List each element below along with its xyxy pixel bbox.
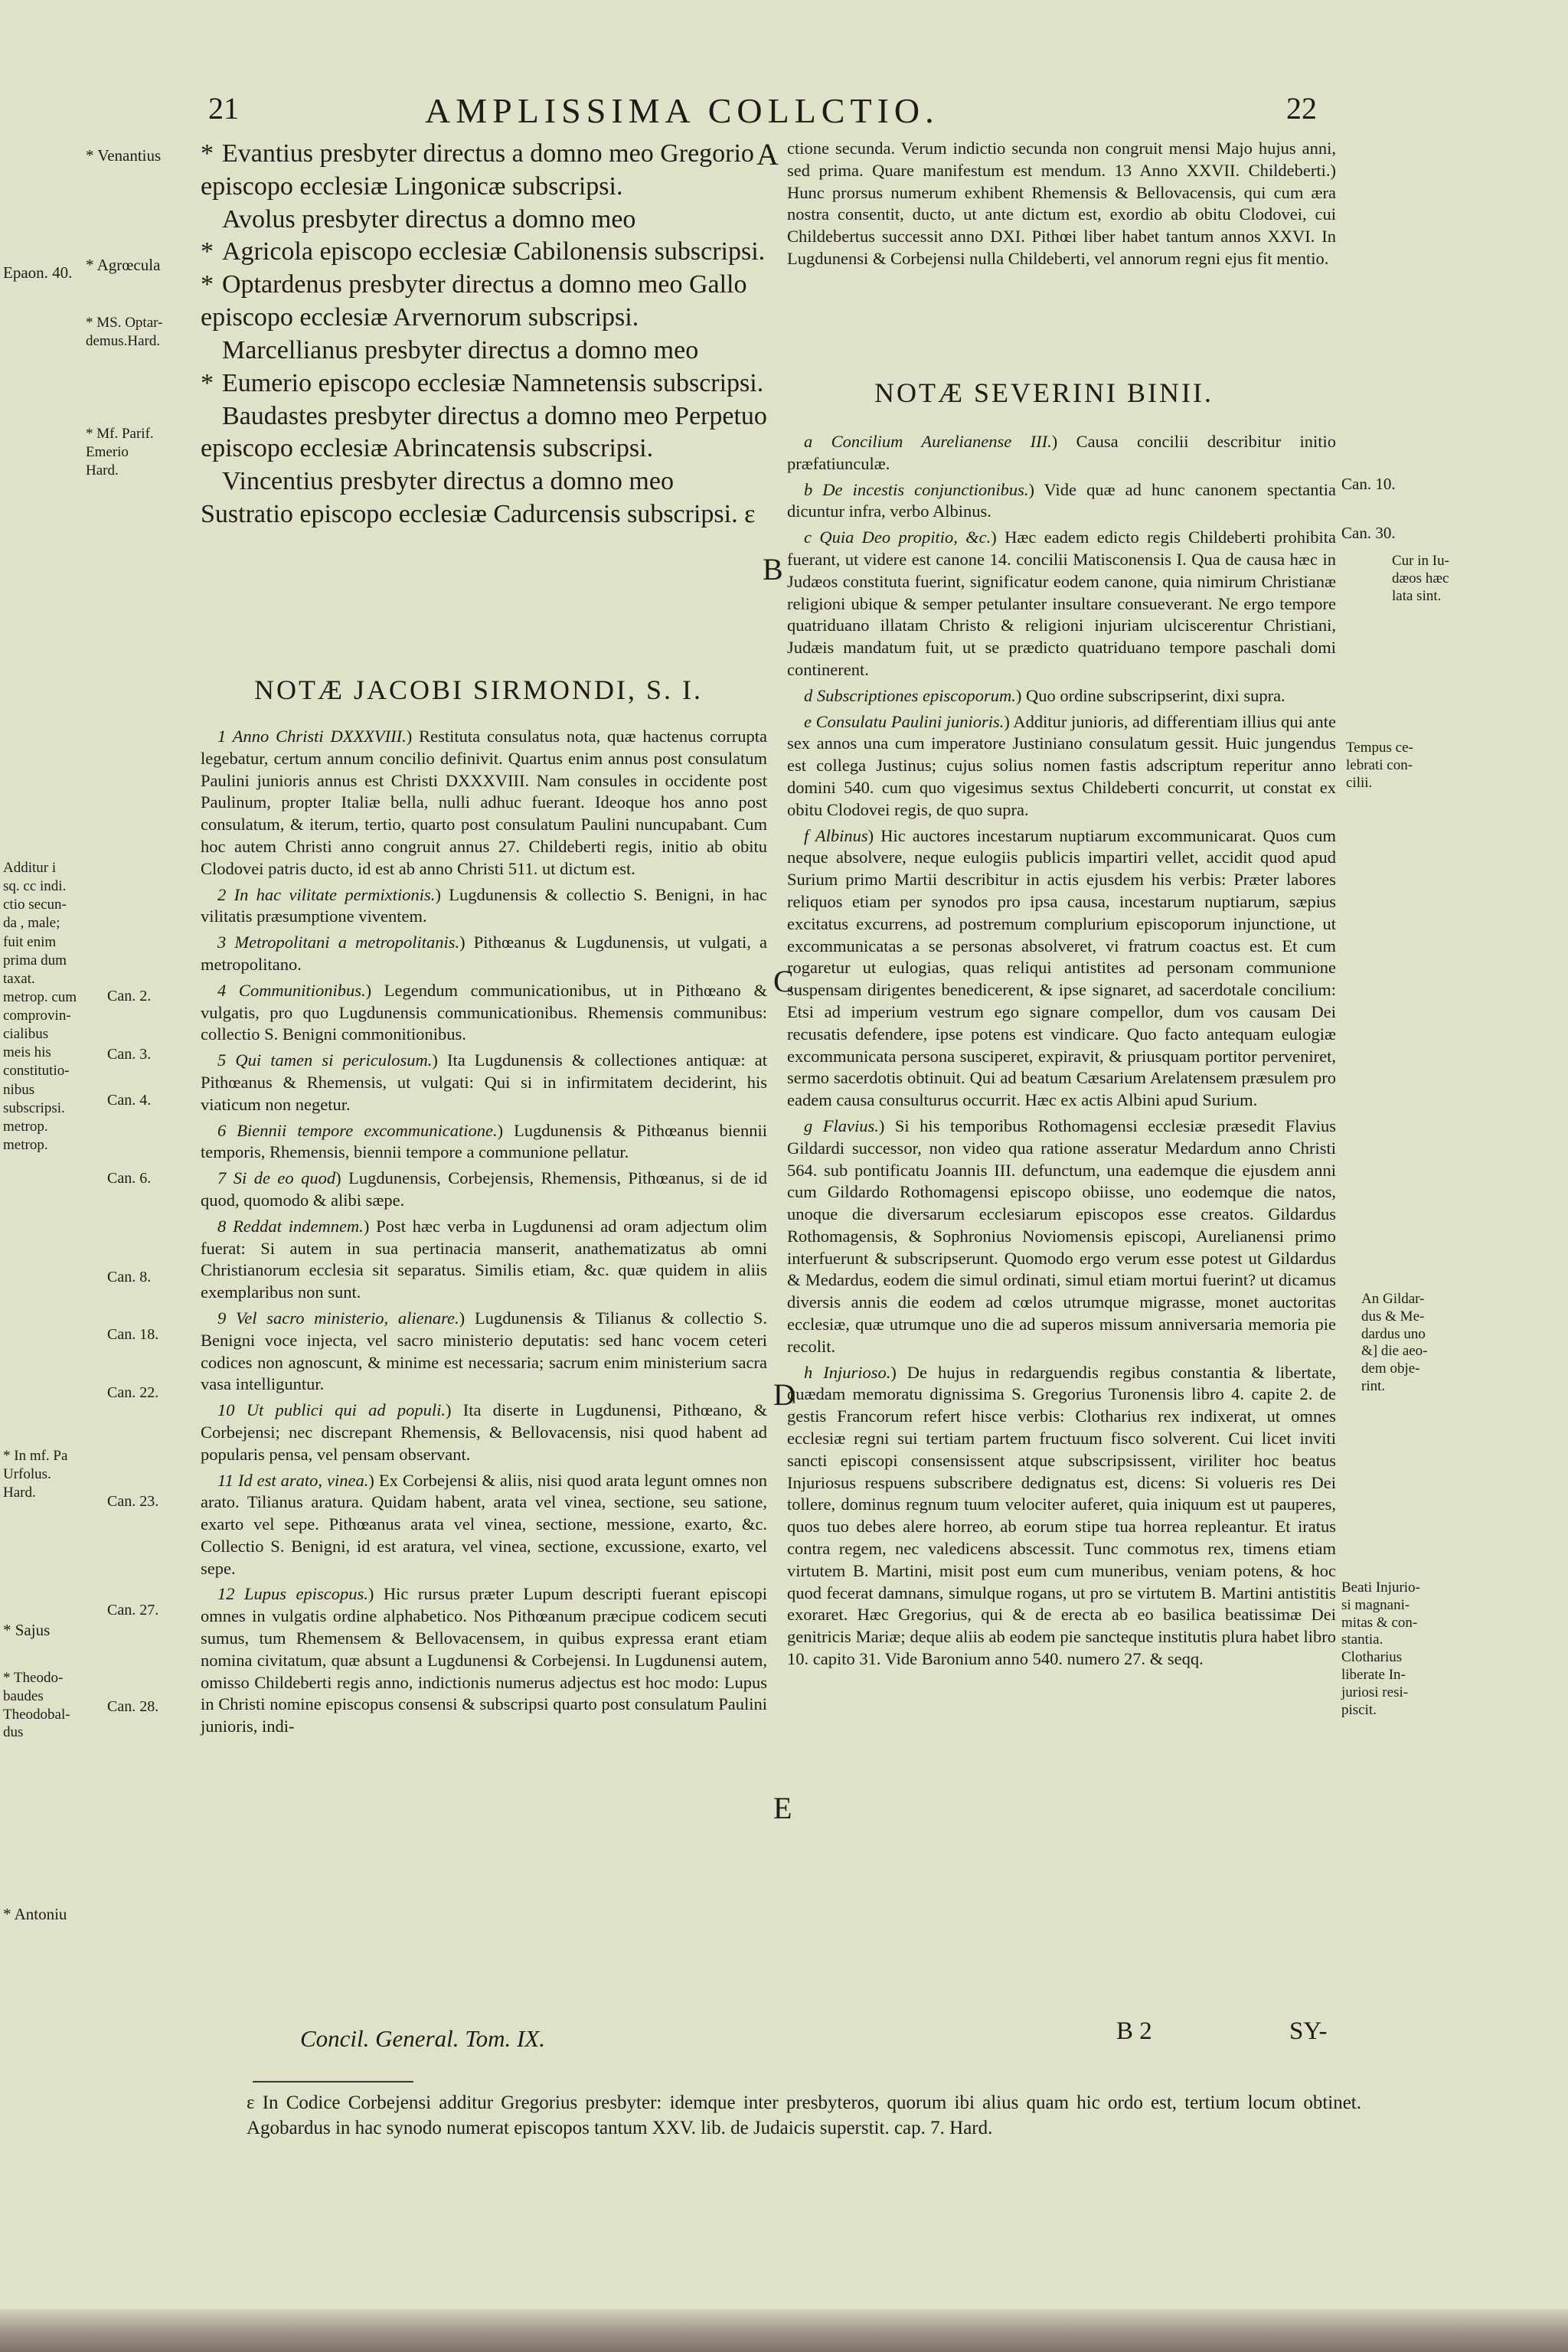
- note-entry: [201, 932, 767, 976]
- note-reference: c Quia Deo propitio, &c.: [804, 528, 991, 547]
- subscription-list: [201, 138, 767, 531]
- note-text: ) Causa concilii describitur initio præfatiunculæ.: [787, 432, 1336, 473]
- note-text: ) Ex Corbejensi & aliis, nisi quod arata legunt omnes non arato. Tilianus aratura. Quidam habent, arata vel vinea, sectione, seu satione, exarto vel sepe. Pithœanus arata vel vinea, sectione, messione, exarto, &c. Collectio S. Benigni, id est aratura, vel vinea, sectione, excussione, exarto, vel sepe.: [201, 1470, 767, 1578]
- section-letter: B: [763, 552, 783, 586]
- margin-note-gildardus: An Gildar- dus & Me- dardus uno &] die aeo- dem obje- rint.: [1361, 1291, 1428, 1394]
- margin-note-antonius: * Antoniu: [3, 1905, 67, 1923]
- sirmondi-notes-list: [201, 726, 767, 1742]
- subscription-text: Marcellianus presbyter directus a domno meo: [222, 335, 699, 364]
- subscription-text: Agricola episcopo ecclesiæ Cabilonensis subscripsi.: [222, 237, 766, 266]
- right-column-continuation: ctione secunda. Verum indictio secunda non congruit mensi Majo hujus anni, sed prima. Quare manifestum est mendum. 13 Anno XXVII. Childeberti.) Hunc prorsus numerum exhibent Rhemensis & Bellovacensis, qui cum æra nostra consentit, ducto, ut ante dictum est, exordio ab obitu Clodovei, cui Childebertus successit anno DXI. Pithœi liber habet tantum annos XXVI. In Lugdunensi & Corbejensi nulla Childeberti, vel annorum regni ejus fit mentio.: [787, 139, 1336, 268]
- subscription-text: Avolus presbyter directus a domno meo: [222, 204, 636, 234]
- footnote-rule: [253, 2081, 413, 2082]
- margin-note-agroecula: * Agrœcula: [86, 256, 161, 274]
- volume-reference: Concil. General. Tom. IX.: [300, 2025, 546, 2052]
- note-text: ) Quo ordine subscripserint, dixi supra.: [1015, 685, 1285, 705]
- running-title: AMPLISSIMA COLLCTIO.: [425, 91, 939, 130]
- canon-ref: Can. 22.: [107, 1384, 159, 1401]
- note-text: ) Hic rursus præter Lupum descripti fuerant episcopi omnes in vulgatis ordine alphabetico. Nos Pithœanum præcipue codicem secuti sumus, tum Rhemensem & Bellovacensem, in quibus expressa erant etiam nomina civitatum, quæ absunt a Lugdunensi & Corbejensi. In Lugdunensi autem, omisso Childeberti regis anno, indictionis numerus adjectus est hoc modo: Lupus in Christi nomine episcopus consensi & subscripsi quarto post consulatum Paulini junioris, indi-: [201, 1584, 767, 1736]
- note-text: ) Vide quæ ad hunc canonem spectantia dicuntur infra, verbo Albinus.: [787, 479, 1336, 521]
- section-letter: A: [756, 137, 779, 172]
- section-letter: D: [773, 1377, 795, 1412]
- note-entry: [201, 1470, 767, 1580]
- note-text: ) Si his temporibus Rothomagensi ecclesiæ præsedit Flavius Gildardi successor, non video qua ratione asseratur Medardum anno Christi 564. sub pontificatu Joannis III. defunctum, una eademque die ejusdem anni cum Gildardo Rothomagensi episcopo obiisse, uno eodemque die natos, unoque die diversarum ecclesiarum episcopos esse creatos. Gildardus Rothomagensis, & Sophronius Noviomensis episcopi, Aurelianensi primo interfuerunt & subscripserunt. Quomodo ergo verum esse potest ut Gildardus & Medardus, eodem die simul ordinati, simul etiam mortui fuerint? ut dicamus diversis annis die eodem ad cœlos utrumque migrasse, monet auctoritas ecclesiæ, quæ utrumque uno die ad superos missum anniversaria memoria pie recolit.: [787, 1116, 1336, 1356]
- margin-note-judaeos: Cur in Iu- dæos hæc lata sint.: [1392, 553, 1449, 604]
- note-text: ) Ita Lugdunensis & collectiones antiquæ: at Pithœanus & Rhemensis, ut vulgati: Qui si in infirmitatem deciderint, his viaticum non negetur.: [201, 1050, 767, 1114]
- binius-notes-list: [787, 431, 1336, 1674]
- canon-ref: Can. 8.: [107, 1269, 152, 1285]
- canon-ref: Can. 3.: [107, 1046, 152, 1063]
- canon-ref: Can. 27.: [107, 1602, 159, 1619]
- subscription-entry: [201, 400, 767, 466]
- section-letter: E: [773, 1791, 792, 1825]
- note-text: ) Hic auctores incestarum nuptiarum excommunicarat. Quos cum neque absolvere, neque eulogiis publicis impartiri vellet, accidit quod apud Surium primo Martii describitur in actis ejusdem his verbis: Præter labores reliquos etiam per synodos pro ipsa causa, incestarum nuptiarum, sæpius excitatus excurrens, ad postremum complurium episcoporum injunctione, ut excommunicatas a se personas absolveret, vi fratrum coactus est. Et cum rogaretur ut eulogias, quas reliqui antistites ad personam communione suspensam dirigentes benedicerent, & ipse signaret, ad sacerdotale concilium: Etsi ad imperium vestrum ego signare compellor, dum vos causam Dei recusatis defendere, ipse potens est vindicare. Quo facto antequam eulogiæ excommunicata persona susciperet, expiravit, & priusquam portitor perveniret, sermo sacerdotis obtinuit. Qui ad beatum Cæsarium Arelatensem præsulem pro eadem causa consulturus occurrit. Hæc ex actis Albini apud Surium.: [787, 825, 1336, 1110]
- subscription-entry: [201, 138, 767, 204]
- note-entry: [201, 980, 767, 1046]
- note-text: ) Lugdunensis & collectio S. Benigni, in hac vilitatis præsumptione viventem.: [201, 884, 768, 926]
- note-reference: 4 Communitionibus.: [217, 980, 366, 1000]
- page-bottom-edge: [0, 2309, 1568, 2352]
- subscription-entry: [201, 368, 767, 400]
- note-entry: [787, 825, 1336, 1112]
- sirmondi-notes-title: NOTÆ JACOBI SIRMONDI, S. I.: [254, 675, 704, 705]
- margin-note-theodobaudes: * Theodo- baudes Theodobal- dus: [3, 1670, 70, 1741]
- note-reference: 7 Si de eo quod: [217, 1168, 336, 1188]
- page-number-left: 21: [208, 91, 239, 126]
- canon-ref: Can. 23.: [107, 1493, 159, 1510]
- note-entry: [201, 1308, 767, 1396]
- note-entry: [787, 479, 1336, 524]
- note-entry: [787, 1116, 1336, 1358]
- note-reference: 6 Biennii tempore excommunicatione.: [217, 1120, 498, 1140]
- subscription-entry: [201, 236, 767, 269]
- subscription-text: Evantius presbyter directus a domno meo Gregorio episcopo ecclesiæ Lingonicæ subscripsi.: [201, 139, 754, 201]
- binius-notes-title: NOTÆ SEVERINI BINII.: [874, 377, 1214, 408]
- canon-ref: Can. 2.: [107, 988, 152, 1004]
- note-reference: 8 Reddat indemnem.: [217, 1216, 364, 1236]
- page-number-right: 22: [1286, 91, 1317, 126]
- subscription-mark: *: [201, 139, 214, 168]
- note-text: ) Lugdunensis & Pithœanus biennii temporis, Rhemensis, biennii tempore a communione pellatur.: [201, 1120, 767, 1162]
- canon-ref: Can. 4.: [107, 1092, 152, 1109]
- note-reference: 1 Anno Christi DXXXVIII.: [217, 727, 407, 746]
- subscription-mark: *: [201, 270, 214, 299]
- note-entry: [201, 1050, 767, 1116]
- note-entry: [201, 1216, 767, 1304]
- note-reference: f Albinus: [804, 825, 868, 845]
- margin-note-additur: Additur i sq. cc indi. ctio secun- da , male; fuit enim prima dum taxat. metrop. cum comprovin- cialibus meis his constitutio- nibus subscripsi. metrop. metrop.: [3, 860, 77, 1153]
- note-reference: 11 Id est arato, vinea.: [217, 1470, 369, 1490]
- margin-note-sajus: * Sajus: [3, 1621, 51, 1639]
- margin-note-ursolus: * In mf. Pa Urfolus. Hard.: [3, 1448, 68, 1501]
- note-entry: [787, 711, 1336, 822]
- margin-note-injuriosus: Beati Injurio- si magnani- mitas & con- stantia. Clotharius liberate In- juriosi resi- piscit.: [1341, 1579, 1420, 1718]
- note-reference: 9 Vel sacro ministerio, alienare.: [217, 1308, 459, 1328]
- note-text: ) Post hæc verba in Lugdunensi ad oram adjectum olim fuerat: Si autem in sua pertinacia manserit, anathematizatus ab omni Christianorum ecclesia sit separatus. Similis etiam, &c. quæ quidem in aliis exemplaribus non sunt.: [201, 1216, 767, 1302]
- note-entry: [787, 685, 1336, 707]
- subscription-text: Eumerio episcopo ecclesiæ Namnetensis subscripsi.: [222, 368, 764, 397]
- subscription-text: Baudastes presbyter directus a domno meo Perpetuo episcopo ecclesiæ Abrincatensis subscripsi.: [201, 401, 767, 463]
- note-reference: b De incestis conjunctionibus.: [804, 479, 1029, 499]
- note-reference: d Subscriptiones episcoporum.: [804, 685, 1016, 705]
- note-text: ) Pithœanus & Lugdunensis, ut vulgati, a metropolitano.: [201, 933, 767, 974]
- margin-note-tempus: Tempus ce- lebrati con- cilii.: [1346, 740, 1413, 791]
- note-reference: 12 Lupus episcopus.: [217, 1584, 368, 1604]
- canon-ref: Can. 18.: [107, 1326, 159, 1343]
- note-entry: [787, 1362, 1336, 1671]
- note-entry: [787, 527, 1336, 681]
- note-entry: [201, 1400, 767, 1465]
- canon-ref: Can. 30.: [1341, 524, 1396, 542]
- canon-ref: Can. 6.: [107, 1170, 152, 1187]
- note-entry: [201, 1168, 767, 1212]
- signature-mark: B 2: [1116, 2017, 1152, 2045]
- footnote: ε In Codice Corbejensi additur Gregorius presbyter: idemque inter presbyteros, quorum ibi alius quam hic ordo est, tertium locum obtinet. Agobardus in hac synodo numerat episcopos tantum XXV. lib. de Judaicis superstit. cap. 7. Hard.: [247, 2092, 1361, 2139]
- subscription-text: Vincentius presbyter directus a domno meo Sustratio episcopo ecclesiæ Cadurcensis subscripsi. ε: [201, 467, 756, 529]
- note-text: ) Hæc eadem edicto regis Childeberti prohibita fuerant, ut videre est canone 14. concilii Matisconensis I. Qua de causa hæc in Judæos constituta fuerint, significatur eodem canone, quia nimirum Christianæ religioni ubique & semper petulanter insultare consueverant. Ne ergo tempore quatriduano illatam Christo & religioni injuriam ulciscerentur Christiani, Judæis mandatum fuit, ut se prædicto quatriduano tempore paschali domi continerent.: [787, 528, 1336, 679]
- subscription-text: Optardenus presbyter directus a domno meo Gallo episcopo ecclesiæ Arvernorum subscripsi.: [201, 270, 747, 332]
- note-entry: [787, 431, 1336, 475]
- subscription-entry: [201, 204, 767, 237]
- note-text: ) Lugdunensis & Tilianus & collectio S. Benigni voce injecta, vel sacro ministerio deputatis: sed hanc vocem ceteri codices non agnoscunt, & minime est necessaria; sacrum enim ministerium sacra vasa intelliguntur.: [201, 1308, 767, 1394]
- note-reference: 2 In hac vilitate permixtionis.: [217, 884, 436, 904]
- subscription-entry: [201, 335, 767, 368]
- subscription-mark: *: [201, 368, 214, 397]
- note-text: ) Ita diserte in Lugdunensi, Pithœano, & Corbejensi; nec discrepant Rhemensis, & Bellovacensis, nisi quod habent ad popularis pensa, vel pensam observant.: [201, 1400, 767, 1464]
- note-entry: [201, 884, 767, 929]
- margin-note-epaon: Epaon. 40.: [3, 263, 73, 282]
- margin-note-emerio: * Mf. Parif. Emerio Hard.: [86, 426, 154, 479]
- note-reference: g Flavius.: [804, 1116, 879, 1135]
- note-text: ) Restituta consulatus nota, quæ hactenus corrupta legebatur, certum annum concilio definivit. Quartus enim annus post consulatum Paulini junioris annus est Christi DXXXVIII. Nam consules in occidente post Paulinum, propter Italiæ bella, nulli adhuc fuerant. Ideoque hos anno post consulatum, & iterum, tertio, quarto post consulatum Paulini nuncupabant. Cum hoc autem Christi anno congruit annus 27. Childeberti regis, initio ab obitu Clodovei patris ducto, id est ab anno Christi 511. ut dictum est.: [201, 727, 767, 878]
- canon-ref: Can. 10.: [1341, 475, 1396, 493]
- catchword: SY-: [1289, 2017, 1328, 2045]
- subscription-entry: [201, 269, 767, 335]
- note-text: ) De hujus in redarguendis regibus constantia & libertate, quædam memoratu dignissima S. Gregorius Turonensis libro 4. capite 2. de gestis Francorum refert hisce verbis: Clotharius rex indixerat, ut omnes ecclesiæ regni sui tertiam partem fructuum fisco solverent. Cui licet inviti sancti episcopi consensissent atque subscripsissent, viriliter hoc beatus Injuriosus respuens subscribere dedignatus est, dicens: Si volueris res Dei tollere, dominus regnum tuum velociter auferet, quia iniquum est ut pauperes, quos tuo debes alere horreo, ab eorum stipe tua horrea repleantur. Et iratus contra regem, nec valedicens abscessit. Tunc commotus rex, timens etiam virtutem B. Martini, misit post eum cum muneribus, veniam potens, & hoc quod fecerat damnans, simulque rogans, ut pro se virtutem B. Martini antistitis exoraret. Hæc Gregorius, qui & de erecta ab eo basilica beatissimæ Dei genitricis Mariæ; deque aliis ab eodem pie sancteque institutis plura habet libro 10. capito 31. Vide Baronium anno 540. numero 27. & seqq.: [787, 1362, 1336, 1669]
- subscription-mark: *: [201, 237, 214, 266]
- note-text: ) Additur junioris, ad differentiam illius qui ante sex annos una cum imperatore Justiniano consulatum gessit. Huic jungendus est collega Justinus; cujus solius nomen fastis adscriptum reperitur anno domini 540. cum quo vigesimus sextus Childeberti concurrit, ut constat ex obitu Clodovei regis, de quo supra.: [787, 711, 1336, 819]
- note-entry: [201, 1583, 767, 1738]
- note-text: ) Legendum communicationibus, ut in Pithœano & vulgatis, pro quo Lugdunensis communicationibus. Rhemensis communibus: collectio S. Benigni commonitionibus.: [201, 980, 767, 1044]
- subscription-entry: [201, 466, 767, 531]
- margin-note-venantius: * Venantius: [86, 146, 162, 165]
- note-entry: [201, 726, 767, 880]
- canon-ref: Can. 28.: [107, 1698, 159, 1715]
- margin-note-optardemus: * MS. Optar- demus.Hard.: [86, 315, 163, 349]
- note-text: ) Lugdunensis, Corbejensis, Rhemensis, Pithœanus, si de id quod, quomodo & alibi sæpe.: [201, 1168, 767, 1210]
- note-entry: [201, 1120, 767, 1165]
- note-reference: 10 Ut publici qui ad populi.: [217, 1400, 446, 1420]
- note-reference: e Consulatu Paulini junioris.: [804, 711, 1004, 731]
- note-reference: 3 Metropolitani a metropolitanis.: [217, 933, 460, 952]
- section-letter: C: [773, 964, 794, 998]
- note-reference: 5 Qui tamen si periculosum.: [217, 1050, 433, 1070]
- note-reference: h Injurioso.: [804, 1362, 891, 1382]
- note-reference: a Concilium Aurelianense III.: [804, 432, 1052, 451]
